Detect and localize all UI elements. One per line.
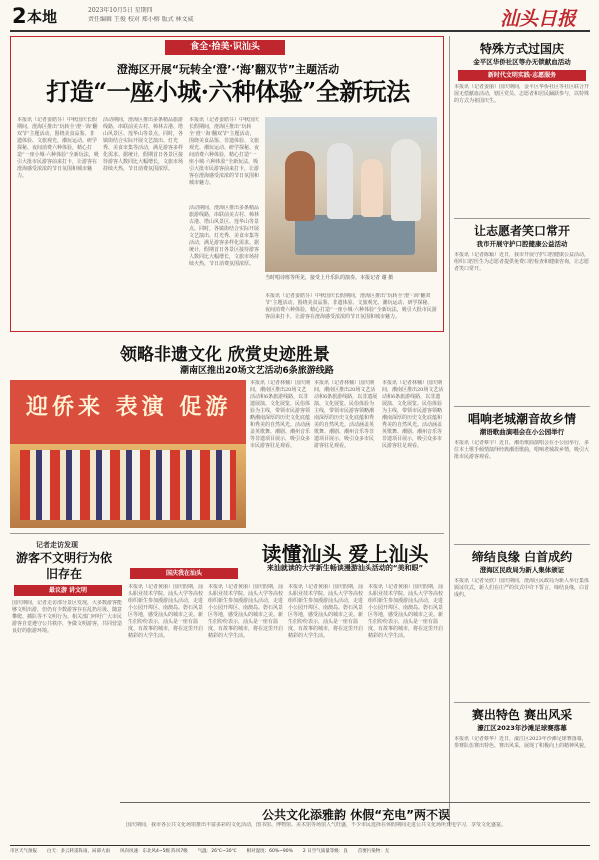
divider xyxy=(454,702,590,703)
story3-title: 读懂汕头 爱上汕头 xyxy=(261,542,429,566)
right-s2-title: 让志愿者笑口常开 xyxy=(473,224,570,238)
masthead xyxy=(0,0,599,34)
top-story-body-1: 本报讯（记者姜皓芬）中秋国庆长假期间，澄海区推出“玩转全‘澄’·‘海’翻双节”主题活动，围绕美食品鉴、非遗体验、文旅观光、潮玩运动、研学探秘、夜间消费六种体验，精心打造“一座小城·六种体验”全新玩法，吸引大批市民游客前来打卡，让游客在澄海感受浓浓的节日氛围和城市魅力。 xyxy=(17,117,99,179)
right-s1-body: 本报讯（记者姜丽）国庆期间，金平区华侨社区等社区联合开展无偿献血活动，辖区党员、志愿者和居民踊跃参与，以特殊的方式为祖国庆生。 xyxy=(454,84,590,104)
story2-body-1: 本报讯（记者林楠）国庆期间，潮南区推出20场文艺活动和6条旅游线路，以非遗展演、文化展览、民俗体验为主线，带领市民游客领略潮南深厚的历史文化底蕴和秀美的自然风光。活动涵盖英歌舞、潮剧、潮州音乐等非遗项目展示，吸引众多市民游客驻足观看。 xyxy=(250,380,310,449)
footer-item: 2 日空气质量等级：良 xyxy=(302,849,348,854)
right-s3-subtitle: 潮语歌曲演唱会在小公园举行 xyxy=(479,428,565,436)
top-story-body-4: 活动期间，澄海区推出多条精品旅游线路，串联前美古村、樟林古港、塔山风景区、莲华山等景点。同时，各镇街结合实际开展文艺演出、灯光秀、美食市集等活动，满足游客多样化需求。据统计，假期首日各景区接待游客人数同比大幅增长，文旅市场持续火热，节日消费氛围浓厚。 xyxy=(189,205,259,267)
right-s1-title: 特殊方式过国庆 xyxy=(479,42,564,56)
photo-table xyxy=(295,215,415,255)
right-s1-tag: 新时代文明实践·志愿服务 xyxy=(458,70,586,81)
story2-title: 领略非遗文化 欣赏史迹胜景 xyxy=(120,345,330,365)
top-story-photo xyxy=(265,117,437,272)
divider xyxy=(454,218,590,219)
right-s3-body: 本报讯（记者蔡宇）近日，潮语歌曲演唱会在小公园举行，多位本土歌手倾情演绎经典潮语歌曲，唱响老城故乡情，吸引大批市民游客观看。 xyxy=(454,440,590,460)
story2-subtitle: 潮南区推出20场文艺活动6条旅游线路 xyxy=(180,366,334,376)
top-story-kicker: 食全·拾美·识汕头 xyxy=(165,40,285,55)
photo-person xyxy=(361,159,383,217)
story2-body-3: 本报讯（记者林楠）国庆期间，潮南区推出20场文艺活动和6条旅游线路，以非遗展演、文化展览、民俗体验为主线，带领市民游客领略潮南深厚的历史文化底蕴和秀美的自然风光。活动涵盖英歌舞、潮剧、潮州音乐等非遗项目展示，吸引众多市民游客驻足观看。 xyxy=(382,380,444,449)
divider xyxy=(10,533,444,534)
bottom-body: 国庆期间，我市各公共文化场馆推出丰富多彩的文化活动，图书馆、博物馆、美术馆等场馆人气旺盛，不少市民选择在休假期间走进公共文化场所充电学习，享受文化盛宴。 xyxy=(126,822,507,828)
right-s1-subtitle: 金平区华侨社区等办无锁献血活动 xyxy=(473,58,571,66)
divider xyxy=(454,406,590,407)
photo-person xyxy=(285,151,315,221)
right-s5-subtitle: 濠江区2023年沙滩足球赛落幕 xyxy=(477,724,567,732)
story3-body-4: 本报讯（记者黄丽）国庆假期，汕头职业技术学院、汕头大学等高校组织新生参加漫游汕头活动，走进小公园开埠区、南澳岛、礐石风景区等地，感受汕头的城市之美。新生们纷纷表示，汕头是一座有温度、有故事的城市，将在这里开启精彩的大学生活。 xyxy=(368,584,444,639)
photo-person xyxy=(327,143,353,219)
left-col-tag: 最议游 讲文明 xyxy=(14,585,122,596)
footer-item: 气温：26℃~30℃ xyxy=(197,849,237,854)
top-story-body-2: 活动期间，澄海区推出多条精品旅游线路，串联前美古村、樟林古港、塔山风景区、莲华山等景点。同时，各镇街结合实际开展文艺演出、灯光秀、美食市集等活动，满足游客多样化需求。据统计，假期首日各景区接待游客人数同比大幅增长，文旅市场持续火热，节日消费氛围浓厚。 xyxy=(103,117,184,172)
footer-item: 首要污染物：无 xyxy=(357,849,390,854)
right-col-divider xyxy=(449,36,450,826)
footer-rule xyxy=(10,845,590,846)
story3-body-2: 本报讯（记者黄丽）国庆假期，汕头职业技术学院、汕头大学等高校组织新生参加漫游汕头活动，走进小公园开埠区、南澳岛、礐石风景区等地，感受汕头的城市之美。新生们纷纷表示，汕头是一座有温度、有故事的城市，将在这里开启精彩的大学生活。 xyxy=(208,584,284,639)
story2-banner-text: 迎侨来 表演 促游 xyxy=(26,394,232,420)
right-s4-body: 本报讯（记者吴欣）国庆期间，澄海区民政局为新人举行集体颁证仪式，新人们在庄严的仪式中许下誓言，缔结良缘，白首成约。 xyxy=(454,578,590,598)
story3-body-3: 本报讯（记者黄丽）国庆假期，汕头职业技术学院、汕头大学等高校组织新生参加漫游汕头活动，走进小公园开埠区、南澳岛、礐石风景区等地，感受汕头的城市之美。新生们纷纷表示，汕头是一座有温度、有故事的城市，将在这里开启精彩的大学生活。 xyxy=(288,584,364,639)
footer-item: 白天：多云转雷阵雨，局部大雨 xyxy=(47,849,110,854)
bottom-title: 公共文化添雅韵 休假“充电”两不误 xyxy=(262,808,450,822)
date-line: 2023年10月5日 星期四 xyxy=(88,7,153,14)
footer-item: 风向风速：东北风4~5级 阵风7级 xyxy=(120,849,188,854)
top-story-title: 打造“一座小城·六种体验”全新玩法 xyxy=(46,77,410,106)
bottom-rule xyxy=(120,802,590,803)
footer-item: 市区天气预报 xyxy=(10,849,37,854)
right-s2-subtitle: 我市开展守护口腔健康公益活动 xyxy=(476,240,568,248)
left-col-kicker: 记者走访发现 xyxy=(36,541,78,549)
page-number: 2 xyxy=(12,4,27,28)
left-col-title: 游客不文明行为依旧存在 xyxy=(15,551,112,581)
story3-kicker: 国庆我在汕头 xyxy=(130,568,238,579)
right-s4-subtitle: 澄海区民政局为新人集体颁证 xyxy=(479,566,565,574)
masthead-rule xyxy=(10,30,590,32)
left-col-body: 国庆期间，记者走访部分景区发现，大多数游客能够文明出游，但仍有少数游客存在乱扔垃圾、随意攀爬、插队等不文明行为。相关部门呼吁广大市民游客自觉遵守公共秩序，争做文明游客，共同营造良好的旅游环境。 xyxy=(12,600,122,634)
photo-person xyxy=(391,139,421,221)
right-s5-body: 本报讯（记者蔡华）近日，濠江区2023年沙滩足球赛落幕，参赛队伍赛出特色、赛出风采，展现了积极向上的精神风貌。 xyxy=(454,736,590,749)
right-s3-title: 唱响老城潮音故乡情 xyxy=(467,412,576,426)
right-s4-title: 缔结良缘 白首成约 xyxy=(471,550,573,564)
photo-performers xyxy=(20,450,236,520)
editor-line: 责任编辑 王俊 校对 郑小榕 版式 林文威 xyxy=(88,16,194,23)
footer xyxy=(10,848,590,858)
footer-item: 相对湿度：60%~90% xyxy=(246,849,293,854)
top-story-photo-caption: 当时唱诗班等所见，接受上升乐队的演奏。本报记者 谢 摄 xyxy=(265,275,394,281)
story3-subtitle: 来汕就读的大学新生畅谈漫游汕头活动的“美和眼” xyxy=(266,564,424,572)
story2-body-2: 本报讯（记者林楠）国庆期间，潮南区推出20场文艺活动和6条旅游线路，以非遗展演、文化展览、民俗体验为主线，带领市民游客领略潮南深厚的历史文化底蕴和秀美的自然风光。活动涵盖英歌舞、潮剧、潮州音乐等非遗项目展示，吸引众多市民游客驻足观看。 xyxy=(314,380,378,449)
right-s5-title: 赛出特色 赛出风采 xyxy=(471,708,573,722)
top-story-subtitle: 澄海区开展“玩转全‘澄’·‘海’翻双节”主题活动 xyxy=(116,63,340,76)
paper-name: 汕头日报 xyxy=(500,8,577,30)
top-story xyxy=(10,36,444,332)
story3-body-1: 本报讯（记者黄丽）国庆假期，汕头职业技术学院、汕头大学等高校组织新生参加漫游汕头活动，走进小公园开埠区、南澳岛、礐石风景区等地，感受汕头的城市之美。新生们纷纷表示，汕头是一座有温度、有故事的城市，将在这里开启精彩的大学生活。 xyxy=(128,584,204,639)
section-name: 本地 xyxy=(27,8,58,26)
top-story-body-3: 本报讯（记者姜皓芬）中秋国庆长假期间，澄海区推出“玩转全‘澄’·‘海’翻双节”主题活动，围绕美食品鉴、非遗体验、文旅观光、潮玩运动、研学探秘、夜间消费六种体验，精心打造“一座小城·六种体验”全新玩法，吸引大批市民游客前来打卡，让游客在澄海感受浓浓的节日氛围和城市魅力。 xyxy=(189,117,259,186)
top-story-body-5: 本报讯（记者姜皓芬）中秋国庆长假期间，澄海区推出“玩转全‘澄’·‘海’翻双节”主题活动，围绕美食品鉴、非遗体验、文旅观光、潮玩运动、研学探秘、夜间消费六种体验，精心打造“一座小城·六种体验”全新玩法，吸引大批市民游客前来打卡，让游客在澄海感受浓浓的节日氛围和城市魅力。 xyxy=(265,293,437,320)
divider xyxy=(454,544,590,545)
story2-photo xyxy=(10,380,246,528)
right-s2-body: 本报讯（记者陈颖）近日，我市开展守护口腔健康公益活动，组织口腔医生为志愿者提供免费口腔检查和健康咨询，让志愿者笑口常开。 xyxy=(454,252,590,272)
